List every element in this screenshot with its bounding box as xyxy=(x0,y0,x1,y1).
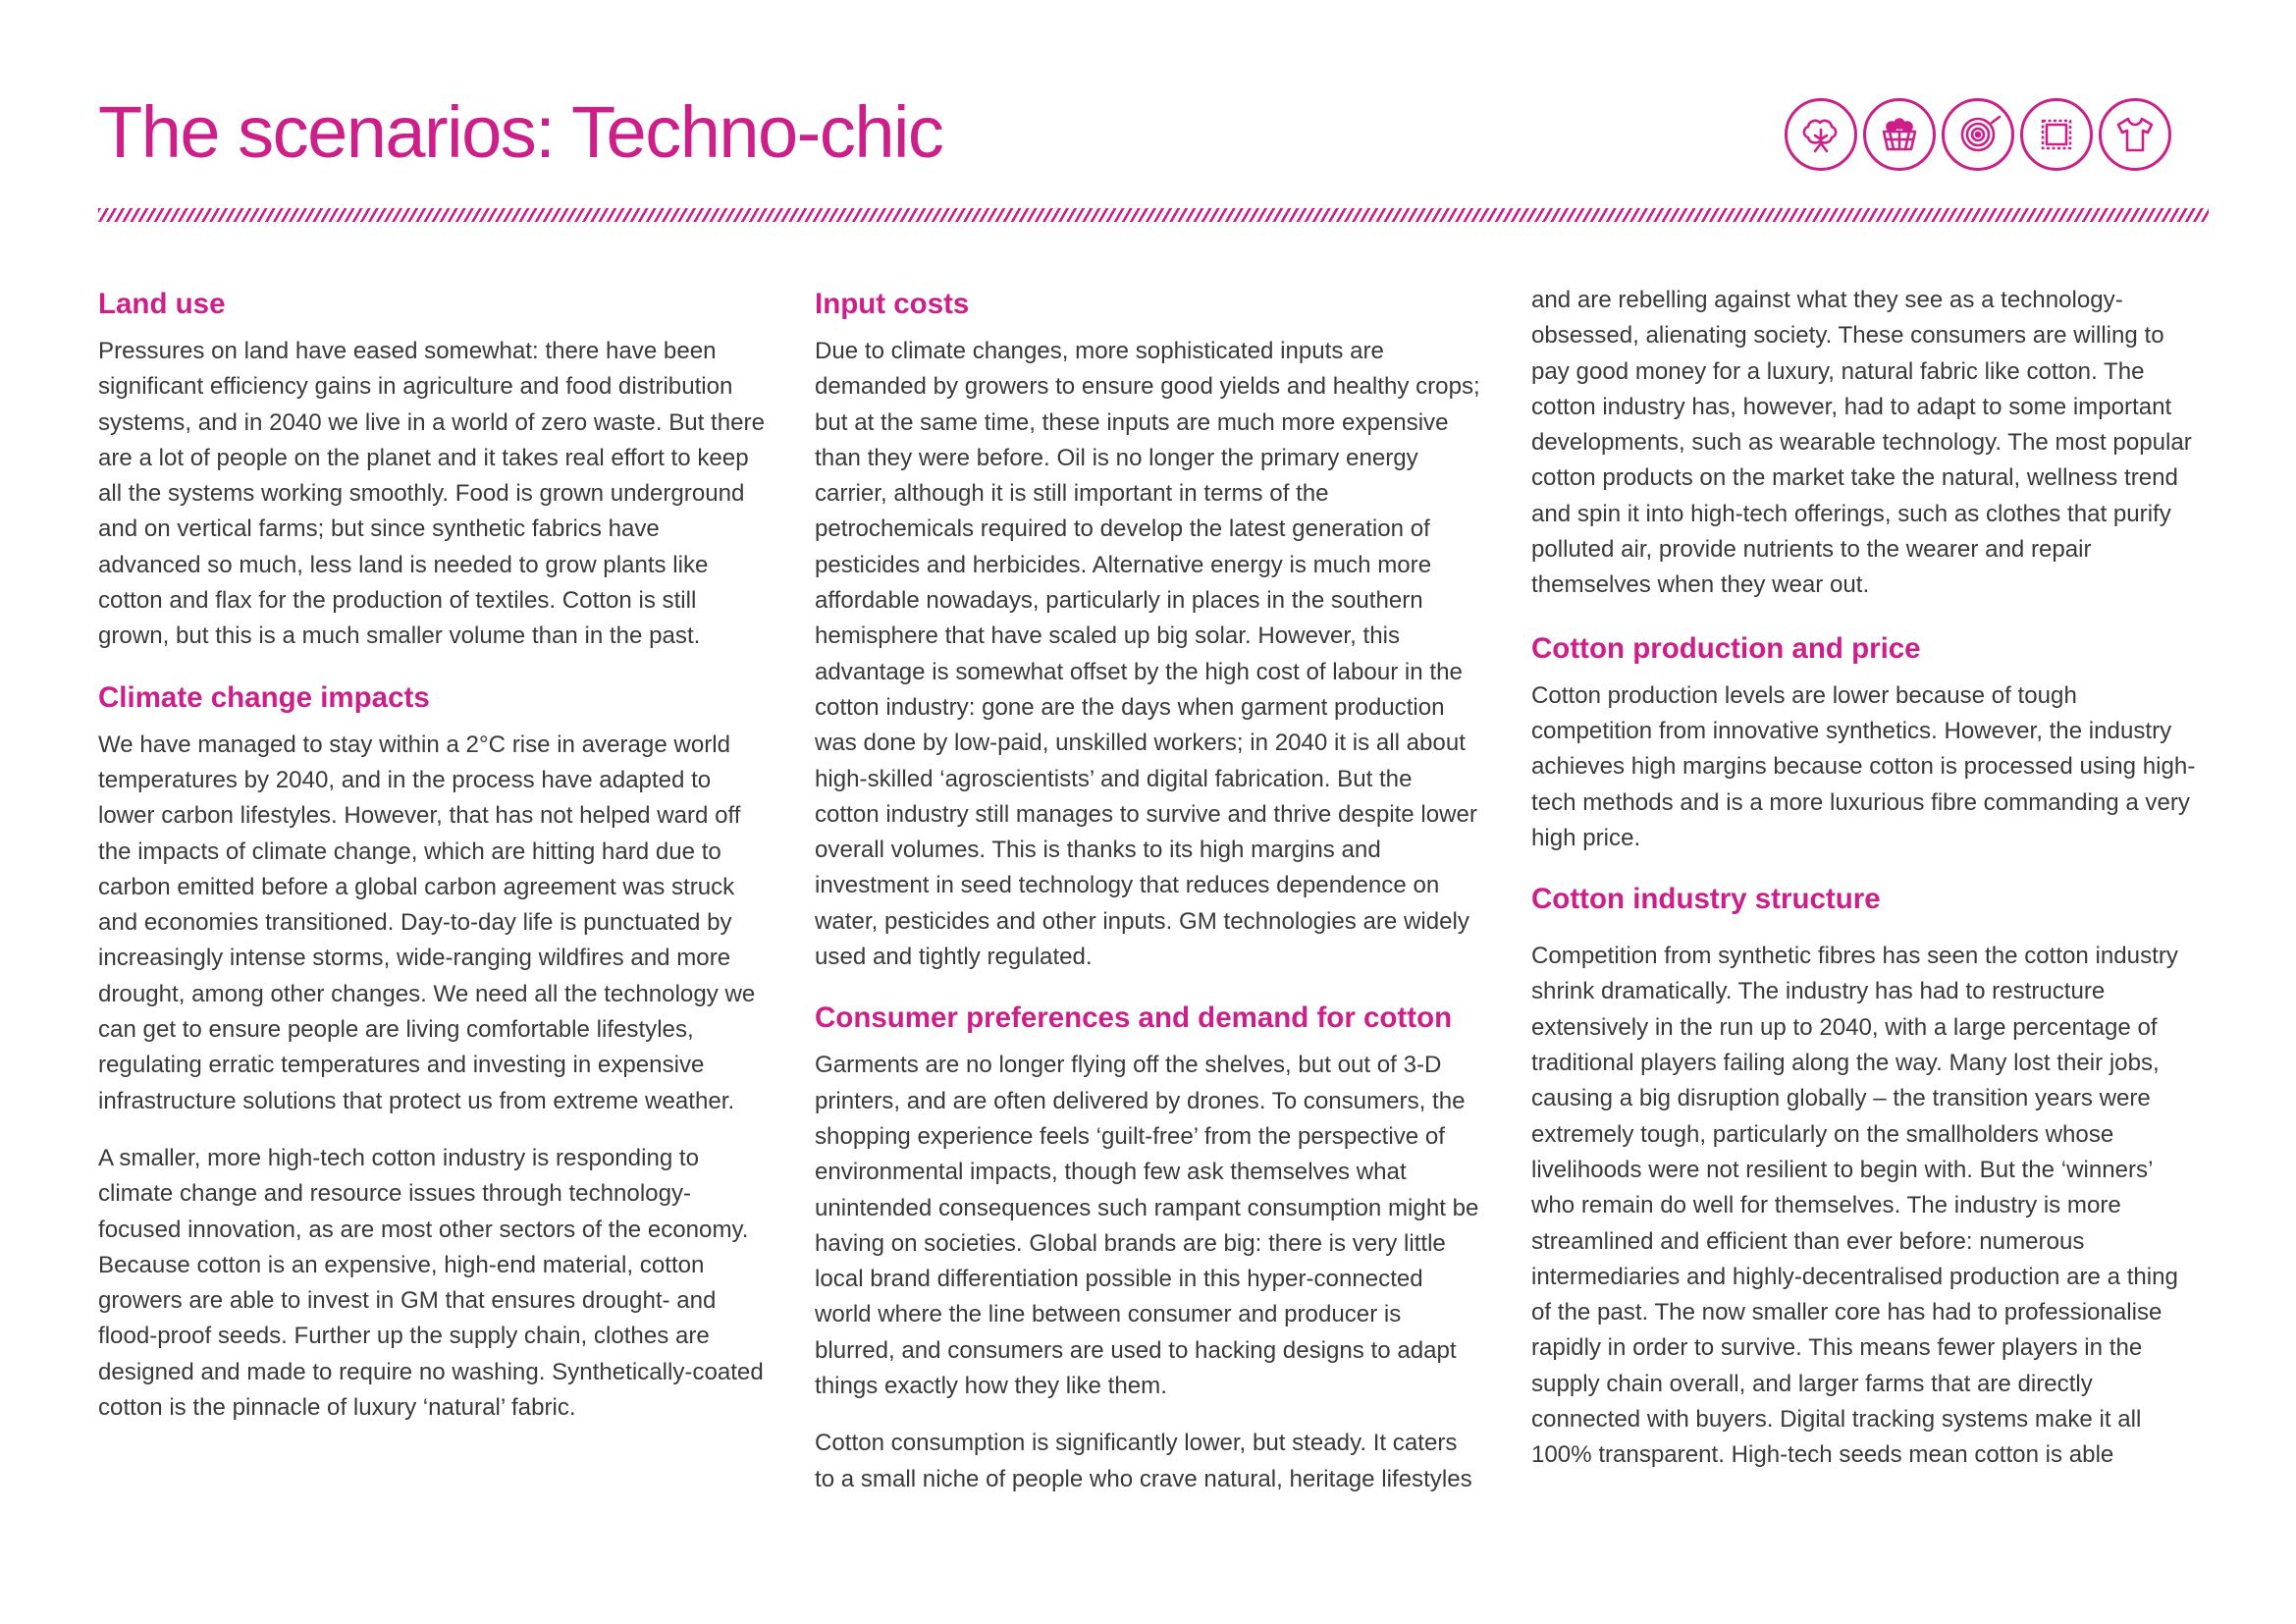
basket-icon xyxy=(1863,98,1936,171)
section-input-costs xyxy=(815,287,1482,975)
input-costs-body: Due to climate changes, more sophisticated inputs are demanded by growers to ensure good yields and healthy crops; but at the same time, these inputs are much more expensive than they were before. Oil is no longer the primary energy carrier, although it is still important in terms of the petrochemicals required to develop the latest generation of pesticides and herbicides. Alternative energy is much more affordable nowadays, particularly in places in the southern hemisphere that have scaled up big solar. However, this advantage is somewhat offset by the high cost of labour in the cotton industry: gone are the days when garment production was done by low-paid, unskilled workers; in 2040 it is all about high-skilled ‘agroscientists’ and digital fabrication. But the cotton industry still manages to survive and thrive despite lower overall volumes. This is thanks to its high margins and investment in seed technology that reduces dependence on water, pesticides and other inputs. GM technologies are widely used and tightly regulated. xyxy=(815,338,1480,971)
climate-body-1: We have managed to stay within a 2°C rise in average world temperatures by 2040, and in the process have adapted to lower carbon lifestyles. However, that has not helped ward off the impacts of climate change, which are hitting hard due to carbon emitted before a global carbon agreement was struck and economies transitioned. Day-to-day life is punctuated by increasingly intense storms, wide-ranging wildfires and more drought, among other changes. We need all the technology we can get to ensure people are living comfortable lifestyles, regulating erratic temperatures and investing in expensive infrastructure solutions that protect us from extreme weather. xyxy=(98,731,756,1114)
heading-cotton-production: Cotton production and price xyxy=(1531,631,1921,665)
scenario-icons xyxy=(1785,98,2171,171)
column-right xyxy=(1531,283,2199,1499)
section-cotton-production xyxy=(1531,631,2199,856)
header-hatched-divider xyxy=(98,208,2209,222)
heading-land-use: Land use xyxy=(98,288,226,320)
section-land-use xyxy=(98,287,766,655)
consumer-body-1: Garments are no longer flying off the shelves, but out of 3-D printers, and are often delivered by drones. To consumers, the shopping experience feels ‘guilt-free’ from the perspective of environmental impacts, though few ask themselves what unintended consequences such rampant consumption might be having on societies. Global brands are big: there is very little local brand differentiation possible in this hyper-connected world where the line between consumer and producer is blurred, and consumers are used to hacking designs to adapt things exactly how they like them. xyxy=(815,1052,1479,1400)
heading-consumer-preferences: Consumer preferences and demand for cotton xyxy=(815,1001,1453,1035)
t-shirt-icon xyxy=(2099,98,2171,171)
consumer-body-2: Cotton consumption is significantly lower, but steady. It caters to a small niche of people who crave natural, heritage lifestyles xyxy=(815,1430,1472,1492)
cotton-boll-icon xyxy=(1785,98,1857,171)
thread-spool-icon xyxy=(1942,98,2014,171)
heading-industry-structure: Cotton industry structure xyxy=(1531,883,1881,916)
column-left xyxy=(98,287,766,1451)
industry-structure-body: Competition from synthetic fibres has seen the cotton industry shrink dramatically. The industry has had to restructure extensively in the run up to 2040, with a large percentage of traditional players failing along the way. Many lost their jobs, causing a big disruption globally – the transition years were extremely tough, particularly on the smallholders whose livelihoods were not resilient to begin with. But the ‘winners’ who remain do well for themselves. The industry is more streamlined and efficient than ever before: numerous intermediaries and highly-decentralised production are a thing of the past. The now smaller core has had to professionalise rapidly in order to survive. This means fewer players in the supply chain overall, and larger farms that are directly connected with buyers. Digital tracking systems make it all 100% transparent. High-tech seeds mean cotton is able xyxy=(1531,943,2178,1469)
section-industry-structure xyxy=(1531,882,2199,1473)
heading-input-costs: Input costs xyxy=(815,288,970,320)
section-consumer-preferences xyxy=(815,1001,1482,1497)
consumer-body-continued: and are rebelling against what they see as a technology-obsessed, alienating society. These consumers are willing to pay good money for a luxury, natural fabric like cotton. The cotton industry has, however, had to adapt to some important developments, such as wearable technology. The most popular cotton products on the market take the natural, wellness trend and spin it into high-tech offerings, such as clothes that purify polluted air, provide nutrients to the wearer and repair themselves when they wear out. xyxy=(1531,287,2192,599)
climate-body-2: A smaller, more high-tech cotton industry is responding to climate change and resource issues through technology-focused innovation, as are most other sectors of the economy. Because cotton is an expensive, high-end material, cotton growers are able to invest in GM that ensures drought- and flood-proof seeds. Further up the supply chain, clothes are designed and made to require no washing. Synthetically-coated cotton is the pinnacle of luxury ‘natural’ fabric. xyxy=(98,1144,764,1422)
cotton-production-body: Cotton production levels are lower because of tough competition from innovative synthetics. However, the industry achieves high margins because cotton is processed using high-tech methods and is a more luxurious fibre commanding a very high price. xyxy=(1531,681,2196,851)
land-use-body: Pressures on land have eased somewhat: there have been significant efficiency gains in agriculture and food distribution systems, and in 2040 we live in a world of zero waste. But there are a lot of people on the planet and it takes real effort to keep all the systems working smoothly. Food is grown underground and on vertical farms; but since synthetic fabrics have advanced so much, less land is needed to grow plants like cotton and flax for the production of textiles. Cotton is still grown, but this is a much smaller volume than in the past. xyxy=(98,338,765,650)
heading-climate-change: Climate change impacts xyxy=(98,680,430,714)
page-title: The scenarios: Techno-chic xyxy=(98,91,943,173)
fabric-swatch-icon xyxy=(2020,98,2093,171)
section-climate-change xyxy=(98,680,766,1427)
column-middle xyxy=(815,287,1482,1523)
